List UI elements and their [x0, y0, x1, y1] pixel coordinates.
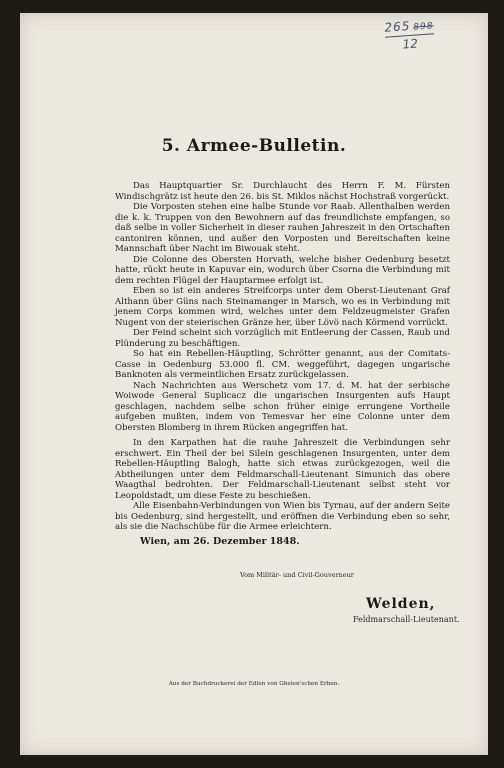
paragraph: So hat ein Rebellen-Häuptling, Schrötter genannt, aus der Comitats-Casse in Oedenburg 53.000 fl. CM. weggeführt, dagegen ungarische Banknoten als vermeintlichen Ersatz zurückgelassen. — [115, 349, 450, 380]
signature-name: Welden, — [366, 596, 436, 612]
paragraph: In den Karpathen hat die rauhe Jahreszeit die Verbindungen sehr erschwert. Ein Theil der bei Silein geschlagenen Insurgenten, unter dem Rebellen-Häuptling Balogh, hatte sich etwas zurückgezogen, weil die Abtheilungen unter dem Feldmarschall-Lieutenant Simunich das obere Waagthal bedrohten. Der Feldmarschall-Lieutenant selbst steht vor Leopoldstadt, um diese Feste zu beschießen. — [115, 438, 450, 501]
paragraph: Nach Nachrichten aus Werschetz vom 17. d. M. hat der serbische Woiwode General Suplicacz die ungarischen Insurgenten aufs Haupt geschlagen, nachdem selbe schon früher einige errungene Vortheile aufgeben mußten, indem von Temesvar her eine Colonne unter dem Obersten Blomberg in ihrem Rücken angegriffen hat. — [115, 380, 450, 433]
printer-imprint: Aus der Buchdruckerei der Edlen von Ghelen'schen Erben. — [168, 681, 340, 687]
bulletin-body — [115, 181, 450, 533]
issuer-line: Vom Militär- und Civil-Gouverneur — [240, 571, 354, 579]
paragraph: Eben so ist ein anderes Streifcorps unter dem Oberst-Lieutenant Graf Althann über Güns nach Steinamanger in Marsch, wo es in Verbindung mit jenem Corps kommen wird, welches unter dem Feldzeugmeister Grafen Nugent von der steierischen Gränze her, über Lövö nach Körmend vorrückt. — [115, 286, 450, 328]
archive-handwritten-note — [384, 18, 435, 51]
paragraph: Die Vorposten stehen eine halbe Stunde vor Raab. Allenthalben werden die k. k. Truppen von den Bewohnern auf das freundlichste empfangen, so daß selbe in voller Sicherheit in dieser rauhen Jahreszeit in den Ortschaften cantoniren können, und außer den Vorposten und Bereitschaften keine Mannschaft über Nacht im Biwouak steht. — [115, 202, 450, 254]
archive-subnumber: 12 — [401, 36, 419, 52]
paragraph: Alle Eisenbahn-Verbindungen von Wien bis Tyrnau, auf der andern Seite bis Oedenburg, sind hergestellt, und eröffnen die Verbindung eben so sehr, als sie die Nachschübe für die Armee erleichtern. — [115, 501, 450, 532]
signatory-rank: Feldmarschall-Lieutenant. — [353, 615, 460, 624]
paragraph: Die Colonne des Obersten Horvath, welche bisher Oedenburg besetzt hatte, rückt heute in Kapuvar ein, wodurch über Csorna die Verbindung mit dem rechten Flügel der Hauptarmee erfolgt ist. — [115, 254, 450, 286]
archive-struck-number: 898 — [412, 21, 434, 33]
paragraph: Das Hauptquartier Sr. Durchlaucht des Herrn F. M. Fürsten Windischgrätz ist heute den 26. bis St. Miklos nächst Hochstraß vorgerückt. — [115, 181, 450, 202]
issue-date: Wien, am 26. Dezember 1848. — [140, 536, 300, 547]
bulletin-sheet — [20, 13, 488, 755]
archive-number: 265 — [383, 18, 411, 35]
paragraph: Der Feind scheint sich vorzüglich mit Entleerung der Cassen, Raub und Plünderung zu beschäftigen. — [115, 328, 450, 349]
bulletin-title: 5. Armee-Bulletin. — [161, 136, 347, 156]
